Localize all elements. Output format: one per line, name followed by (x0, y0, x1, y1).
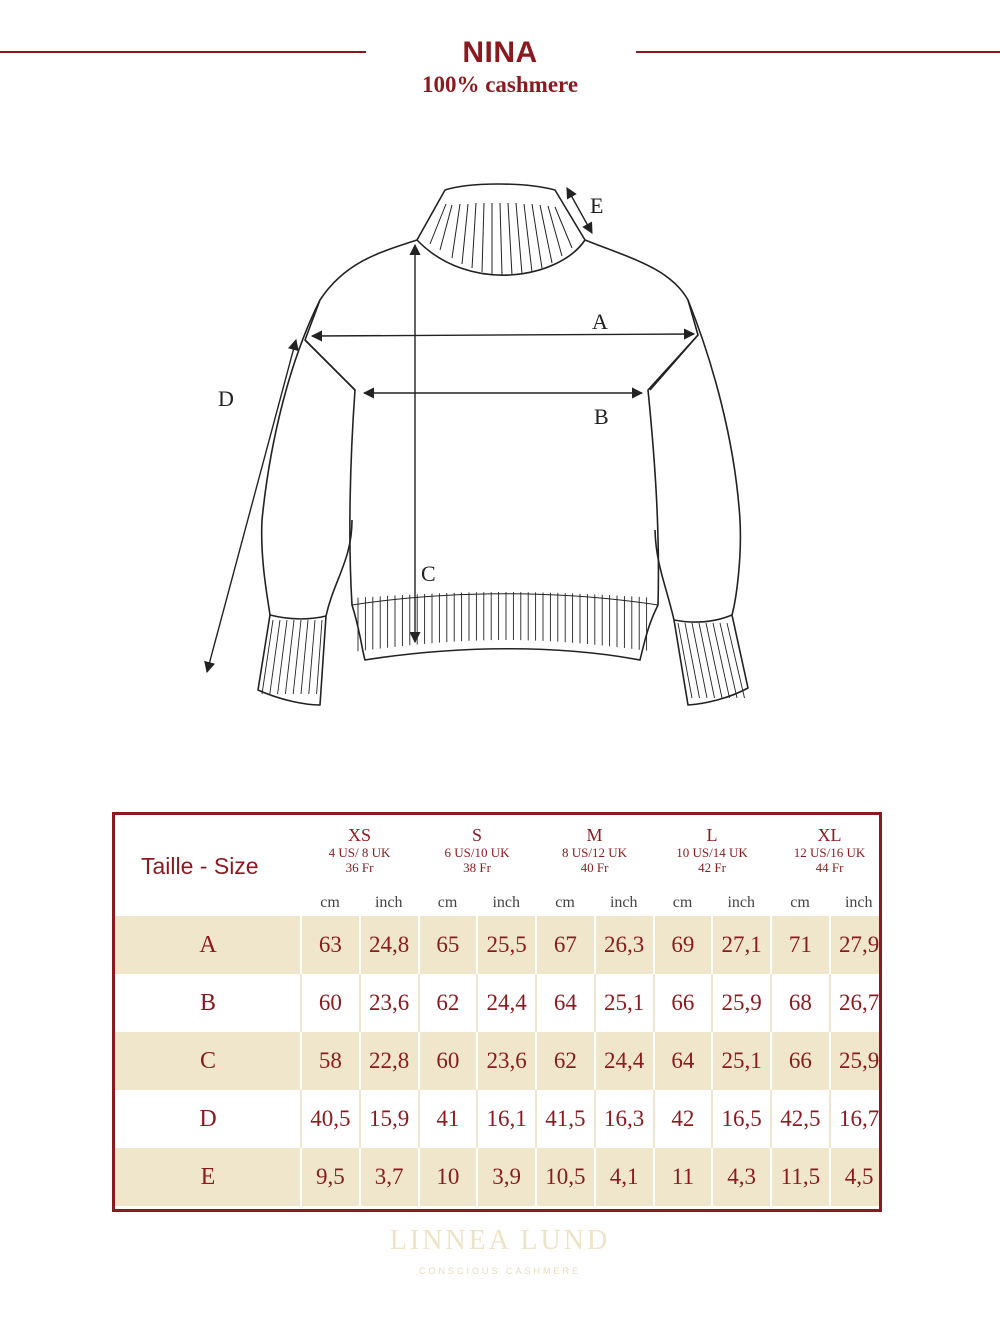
row-label: C (199, 1048, 216, 1074)
cell-divider (594, 1148, 596, 1206)
size-name: M (586, 825, 603, 845)
table-cell: 67 (553, 932, 577, 957)
unit-inch-label: inch (609, 894, 638, 911)
left-cuff-rib-line (293, 620, 301, 694)
table-cell: 10,5 (545, 1164, 586, 1189)
table-cell: 64 (553, 990, 577, 1015)
cell-divider (594, 916, 596, 974)
table-cell: 27,9 (839, 932, 880, 957)
cell-divider (829, 916, 831, 974)
size-column-header (771, 825, 888, 876)
cell-divider (359, 916, 361, 974)
table-cell: 23,6 (486, 1048, 527, 1073)
table-cell: 42 (671, 1106, 695, 1131)
brand-tagline: CONSCIOUS CASHMERE (418, 1266, 581, 1276)
table-cell: 26,3 (604, 932, 645, 957)
cell-divider (711, 974, 713, 1032)
table-cell: 23,6 (369, 990, 410, 1015)
right-cuff-rib-line (706, 623, 722, 698)
cell-divider (418, 1148, 420, 1206)
unit-cm-label: cm (555, 894, 575, 911)
cell-divider (770, 1032, 772, 1090)
size-table-caption: Taille - Size (141, 853, 259, 879)
right-sleeve-outline (655, 300, 748, 705)
left-cuff-rib-line (278, 620, 287, 694)
cell-divider (476, 916, 478, 974)
label-a: A (592, 309, 608, 334)
table-cell: 58 (318, 1048, 342, 1073)
brand-logo: LINNEA LUND (389, 1225, 611, 1256)
size-us-uk: 4 US/ 8 UK (328, 844, 391, 860)
unit-cm-label: cm (320, 894, 340, 911)
table-cell: 26,7 (839, 990, 880, 1015)
size-name: XL (817, 825, 842, 845)
table-cell: 42,5 (780, 1106, 821, 1131)
table-cell: 66 (671, 990, 695, 1015)
table-cell: 27,1 (721, 932, 762, 957)
table-cell: 60 (436, 1048, 460, 1073)
cell-divider (359, 1032, 361, 1090)
table-row (115, 1148, 879, 1206)
table-cell: 9,5 (316, 1164, 345, 1189)
size-column-header (301, 825, 418, 876)
cell-divider (359, 1148, 361, 1206)
cell-divider (829, 1148, 831, 1206)
size-name: S (471, 825, 482, 845)
table-cell: 4,3 (727, 1164, 756, 1189)
cell-divider (535, 1090, 537, 1148)
table-cell: 16,1 (486, 1106, 527, 1131)
left-cuff-rib-line (309, 620, 315, 694)
size-fr: 38 Fr (463, 859, 491, 875)
cell-divider (770, 1090, 772, 1148)
label-b: B (594, 404, 609, 429)
left-cuff-rib-line (301, 620, 308, 694)
row-label: D (199, 1106, 217, 1132)
table-cell: 11 (671, 1164, 694, 1189)
cell-divider (829, 1090, 831, 1148)
right-cuff-rib-line (685, 623, 700, 698)
row-label: E (200, 1164, 216, 1190)
cell-divider (300, 1148, 302, 1206)
left-cuff-rib-line (285, 620, 294, 694)
table-cell: 11,5 (780, 1164, 821, 1189)
table-cell: 3,9 (492, 1164, 521, 1189)
cell-divider (653, 1090, 655, 1148)
cell-divider (770, 974, 772, 1032)
cell-divider (300, 974, 302, 1032)
unit-inch-label: inch (374, 894, 403, 911)
cell-divider (359, 974, 361, 1032)
cell-divider (418, 974, 420, 1032)
cell-divider (535, 1032, 537, 1090)
table-cell: 25,9 (721, 990, 762, 1015)
cell-divider (535, 1148, 537, 1206)
table-cell: 65 (436, 932, 460, 957)
unit-inch-label: inch (844, 894, 873, 911)
table-cell: 63 (318, 932, 342, 957)
table-cell: 24,4 (486, 990, 527, 1015)
row-label: A (199, 932, 217, 958)
cell-divider (300, 1032, 302, 1090)
unit-inch-label: inch (492, 894, 521, 911)
size-us-uk: 6 US/10 UK (444, 844, 510, 860)
table-cell: 60 (318, 990, 342, 1015)
right-cuff-rib-line (699, 623, 715, 698)
table-row (115, 916, 879, 974)
table-cell: 16,3 (604, 1106, 645, 1131)
size-column-header (654, 825, 771, 876)
table-cell: 41 (436, 1106, 460, 1131)
cell-divider (653, 974, 655, 1032)
cell-divider (418, 1090, 420, 1148)
cell-divider (711, 1090, 713, 1148)
row-label: B (199, 990, 216, 1016)
cell-divider (476, 974, 478, 1032)
table-cell: 64 (671, 1048, 695, 1073)
cell-divider (653, 916, 655, 974)
left-sleeve-outline (258, 300, 352, 705)
product-subtitle: 100% cashmere (421, 72, 579, 97)
unit-inch-label: inch (727, 894, 756, 911)
size-fr: 36 Fr (345, 859, 374, 875)
cell-divider (594, 1090, 596, 1148)
size-name: L (706, 825, 718, 845)
product-title: NINA (462, 36, 538, 69)
size-name: XS (347, 825, 371, 845)
cell-divider (594, 1032, 596, 1090)
cell-divider (770, 916, 772, 974)
cell-divider (300, 1090, 302, 1148)
unit-cm-label: cm (672, 894, 693, 911)
table-cell: 62 (436, 990, 460, 1015)
measure-e-arrow (567, 188, 592, 233)
table-row (115, 974, 879, 1032)
table-cell: 62 (553, 1048, 577, 1073)
cuff-rib-lines (262, 620, 745, 698)
table-cell: 4,5 (844, 1164, 874, 1189)
cell-divider (653, 1148, 655, 1206)
table-cell: 25,9 (839, 1048, 880, 1073)
size-table (112, 812, 882, 1212)
cell-divider (829, 974, 831, 1032)
table-cell: 15,9 (369, 1106, 410, 1131)
size-us-uk: 12 US/16 UK (793, 844, 866, 860)
table-cell: 16,5 (721, 1106, 762, 1131)
label-d: D (218, 386, 234, 411)
cell-divider (711, 1148, 713, 1206)
table-cell: 40,5 (310, 1106, 351, 1131)
cell-divider (829, 1032, 831, 1090)
cell-divider (359, 1090, 361, 1148)
table-cell: 41,5 (545, 1106, 586, 1131)
unit-cm-label: cm (437, 894, 458, 911)
table-row (115, 1032, 879, 1090)
table-cell: 16,7 (839, 1106, 880, 1131)
hem-rib-lines (358, 592, 647, 651)
table-cell: 10 (436, 1164, 460, 1189)
cell-divider (535, 916, 537, 974)
cell-divider (535, 974, 537, 1032)
table-cell: 25,1 (604, 990, 645, 1015)
unit-cm-label: cm (790, 894, 810, 911)
table-cell: 25,5 (486, 932, 527, 957)
table-row (115, 1090, 879, 1148)
right-cuff-rib-line (713, 623, 730, 698)
cell-divider (418, 916, 420, 974)
size-fr: 44 Fr (815, 859, 844, 875)
cell-divider (476, 1032, 478, 1090)
right-cuff-rib-line (692, 623, 707, 698)
right-cuff-rib-line (720, 623, 737, 698)
table-cell: 69 (671, 932, 695, 957)
measure-a-arrow (312, 334, 694, 336)
table-cell: 3,7 (374, 1164, 404, 1189)
label-c: C (421, 561, 436, 586)
table-cell: 4,1 (609, 1164, 639, 1189)
cell-divider (711, 1032, 713, 1090)
size-us-uk: 10 US/14 UK (676, 844, 748, 860)
cell-divider (476, 1148, 478, 1206)
table-cell: 25,1 (721, 1048, 762, 1073)
size-fr: 42 Fr (698, 859, 726, 875)
size-column-header (536, 825, 653, 876)
table-cell: 66 (788, 1048, 812, 1073)
size-us-uk: 8 US/12 UK (561, 844, 627, 860)
cell-divider (711, 916, 713, 974)
cell-divider (594, 974, 596, 1032)
cell-divider (653, 1032, 655, 1090)
cell-divider (476, 1090, 478, 1148)
label-e: E (590, 193, 604, 218)
cell-divider (300, 916, 302, 974)
table-cell: 24,8 (369, 932, 410, 957)
table-cell: 22,8 (369, 1048, 410, 1073)
table-cell: 24,4 (604, 1048, 645, 1073)
hem-ribbing (352, 594, 658, 605)
size-column-header (419, 825, 536, 876)
cell-divider (770, 1148, 772, 1206)
cell-divider (418, 1032, 420, 1090)
size-fr: 40 Fr (580, 859, 609, 875)
table-cell: 68 (788, 990, 812, 1015)
table-cell: 71 (788, 932, 812, 957)
